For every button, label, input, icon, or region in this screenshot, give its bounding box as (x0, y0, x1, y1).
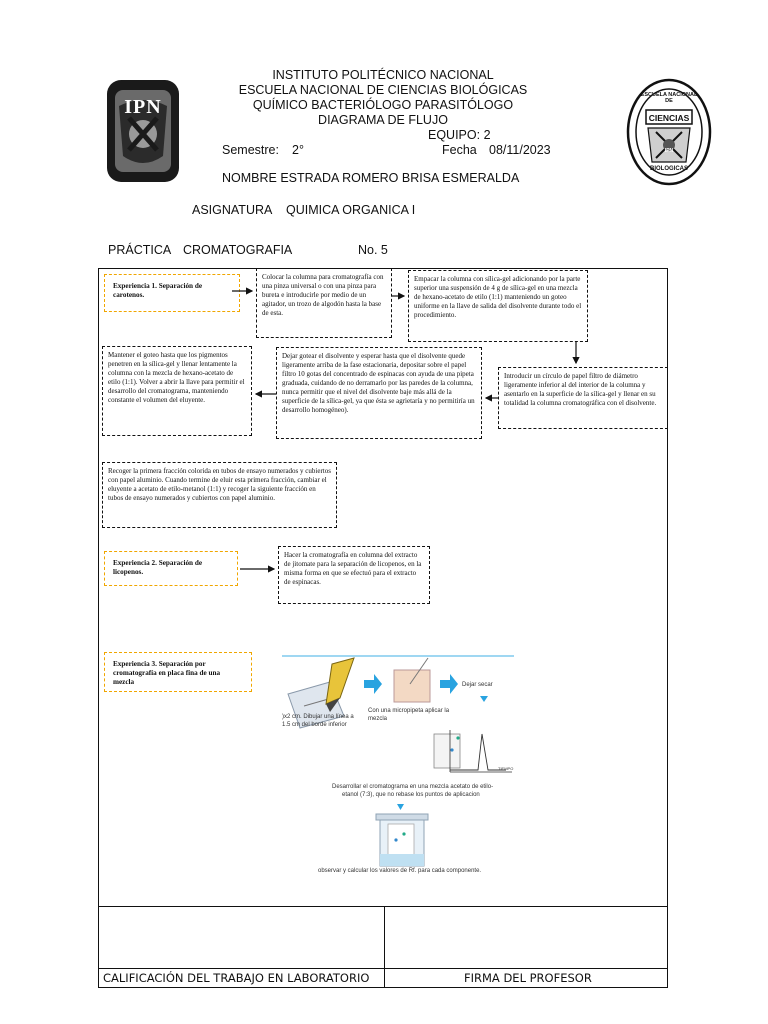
asignatura-value: QUIMICA ORGANICA I (286, 203, 416, 217)
figure-axis-label: TIEMPO (498, 766, 514, 771)
experience-1-box: Experiencia 1. Separación de carotenos. (104, 274, 240, 312)
equipo-label: EQUIPO: 2 (428, 128, 491, 142)
school-name: ESCUELA NACIONAL DE CIENCIAS BIOLÓGICAS (238, 83, 528, 97)
experience-3-box: Experiencia 3. Separación por cromatografía en placa fina de una mezcla (104, 652, 252, 692)
step-6-box: Recoger la primera fracción colorida en tubos de ensayo numerados y cubiertos con papel aluminio. Cuando termine de eluir esta primera fracción, cambiar el eluyente a acetato de etilo-metanol (1:1) y recoger la siguiente fracción en tubos de ensayo numerados y cubiertos con papel aluminio. (102, 462, 337, 528)
encb-ring-text: ESCUELA NACIONAL DE (640, 92, 698, 104)
figure-caption-2: 1.5 cm del borde inferior (282, 722, 347, 728)
step-7-box: Hacer la cromatografía en columna del extracto de jitomate para la separación de licopenos, en la misma forma en que se efectuó para el extracto de espinacas. (278, 546, 430, 604)
figure-caption-4: mezcla (368, 716, 388, 722)
fecha-label: Fecha (442, 143, 477, 157)
asignatura-label: ASIGNATURA (192, 203, 273, 217)
footer-mid-line (98, 968, 668, 969)
grade-label: CALIFICACIÓN DEL TRABAJO EN LABORATORIO (103, 971, 370, 985)
figure-caption-1: )x2 cm. Dibujar una línea a (282, 714, 354, 720)
encb-bottom-text: BIOLOGICAS (649, 166, 688, 172)
step-5-box: Mantener el goteo hasta que los pigmentos penetren en la sílica-gel y llenar lentamente la columna con la mezcla de hexano-acetato de etilo (1:1). Volver a abrir la llave para permitir el desarrollo del cromatograma, manteniendo constante el volumen del eluyente. (102, 346, 252, 436)
footer-top-line (98, 906, 668, 907)
step-2-box: Empacar la columna con sílica-gel adicionando por la parte superior una suspensión de 4 g de sílica-gel en una mezcla de hexano-acetato de etilo (1:1) manteniendo un goteo uniforme en la llave de salida del disolvente durante todo el procedimiento. (408, 270, 588, 342)
step-1-box: Colocar la columna para cromatografía con una pinza universal o con una pinza para bureta e introducirle por medio de un agitador, un trozo de algodón hasta la base de esta. (256, 268, 392, 338)
institution-name: INSTITUTO POLITÉCNICO NACIONAL (272, 68, 494, 82)
career-name: QUÍMICO BACTERIÓLOGO PARASITÓLOGO (252, 98, 514, 112)
tlc-figure (282, 654, 514, 886)
practica-number: No. 5 (358, 243, 388, 257)
figure-caption-6: Desarrollar el cromatograma en una mezcla acetato de etilo- (332, 784, 494, 790)
document-title: DIAGRAMA DE FLUJO (318, 113, 448, 127)
figure-caption-7: etanol (7:3), que no rebase los puntos de aplicacion (342, 792, 480, 798)
practica-value: CROMATOGRAFIA (183, 243, 293, 257)
encb-center-text: CIENCIAS (648, 113, 690, 123)
figure-caption-8: observar y calcular los valores de Rf. para cada componente. (318, 868, 482, 874)
signature-label: FIRMA DEL PROFESOR (464, 971, 592, 985)
footer-divider (384, 906, 385, 988)
fecha-value: 08/11/2023 (489, 143, 551, 157)
encb-small-text: IPN (664, 148, 674, 154)
semestre-value: 2° (292, 143, 304, 157)
step-4-box: Dejar gotear el disolvente y esperar hasta que el disolvente quede ligeramente arriba de la fase estacionaria, depositar sobre el papel filtro 10 gotas del concentrado de espinacas con ayuda de una pipeta graduada, cuidando de no derramarlo por las paredes de la columna, nunca permitir que el nivel del disolvente baje más allá de la superficie de la sílica-gel, ya que ésta se agrietaría y no permitiría un desarrollo homogéneo). (276, 347, 482, 439)
semestre-label: Semestre: (222, 143, 279, 157)
experience-2-box: Experiencia 2. Separación de licopenos. (104, 551, 238, 586)
practica-label: PRÁCTICA (108, 243, 172, 257)
step-3-box: Introducir un círculo de papel filtro de diámetro ligeramente inferior al del interior de la columna y asentarlo en la superficie de la sílica-gel y llenar en su totalidad la columna cromatográfica con el disolvente. (498, 367, 668, 429)
figure-caption-5: Dejar secar (462, 682, 493, 688)
figure-caption-3: Con una micropipeta aplicar la (368, 708, 450, 714)
student-name: NOMBRE ESTRADA ROMERO BRISA ESMERALDA (222, 171, 520, 185)
ipn-logo-text: IPN (124, 96, 162, 118)
